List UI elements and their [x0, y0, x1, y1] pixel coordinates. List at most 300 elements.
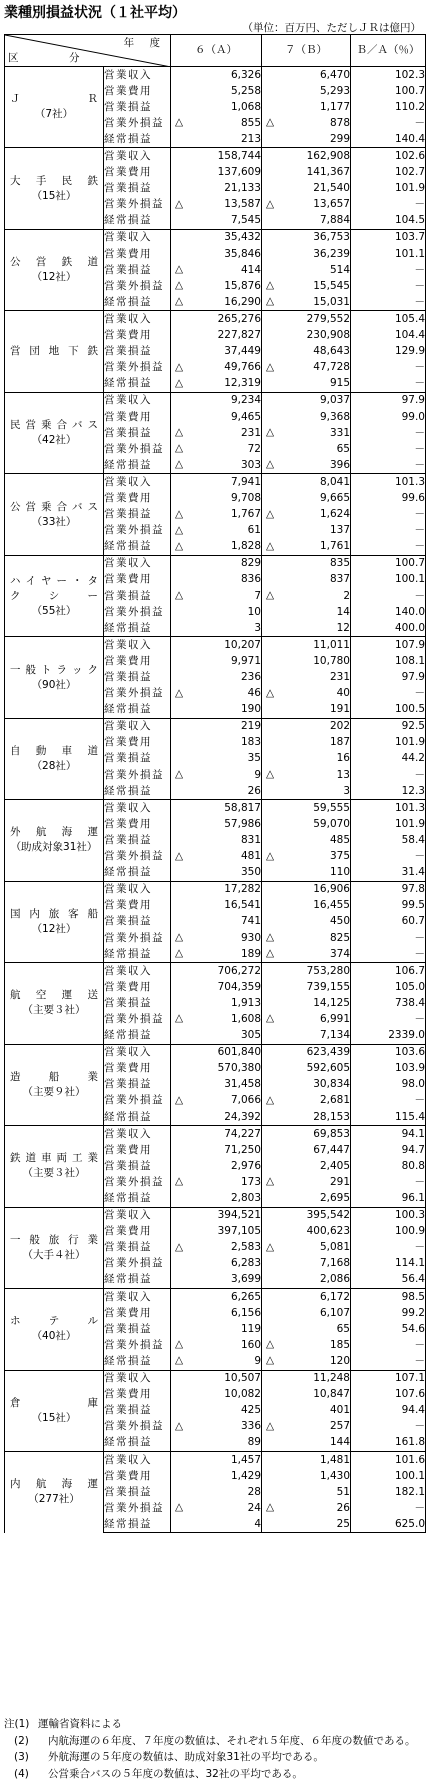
category-cell: [5, 148, 104, 229]
value: 2,681: [319, 1094, 350, 1107]
item-label: 営業費用: [104, 328, 171, 344]
ratio-value: －: [351, 1500, 426, 1516]
category-name: [5, 1477, 103, 1492]
item-label: 経常損益: [104, 1272, 171, 1289]
value: 10: [247, 605, 261, 618]
category-char: ハ: [10, 574, 21, 587]
table-row: [5, 392, 426, 409]
ratio-value: 92.5: [351, 718, 426, 735]
item-label: 営業外損益: [104, 360, 171, 376]
item-label: 営業収入: [104, 1289, 171, 1306]
value-year6: [171, 490, 262, 506]
category-char: ク: [10, 589, 21, 602]
item-label: 営業損益: [104, 99, 171, 115]
ratio-value: －: [351, 425, 426, 441]
item-label: 営業費用: [104, 979, 171, 995]
table-row: [5, 1126, 426, 1143]
category-count: （33社）: [31, 515, 77, 528]
ratio-value: 100.1: [351, 572, 426, 588]
value: 189: [240, 947, 261, 960]
item-label: 営業損益: [104, 181, 171, 197]
category-name: [5, 1314, 103, 1329]
item-label: 経常損益: [104, 539, 171, 556]
value: 1,767: [230, 508, 261, 521]
value-year7: [262, 474, 351, 491]
ratio-value: 107.1: [351, 1370, 426, 1387]
category-char: 手: [35, 174, 47, 187]
value-year6: [171, 213, 262, 230]
ratio-value: 182.1: [351, 1484, 426, 1500]
value: 137: [329, 524, 350, 537]
category-char: 道: [25, 1152, 36, 1165]
value-year6: [171, 946, 262, 963]
category-cell: [5, 800, 104, 881]
value: 47,728: [313, 361, 350, 374]
page-title: 業種別損益状況（１社平均）: [4, 5, 186, 21]
value-year7: [262, 1451, 351, 1468]
negative-mark: △: [175, 768, 184, 781]
ratio-value: －: [351, 1240, 426, 1256]
value-year7: [262, 881, 351, 898]
value-year6: [171, 1419, 262, 1435]
value: 6,107: [319, 1306, 350, 1319]
ratio-value: －: [351, 588, 426, 604]
ratio-value: 31.4: [351, 865, 426, 882]
unit-note: （単位：百万円、ただしＪＲは億円）: [242, 22, 421, 34]
item-label: 営業外損益: [104, 197, 171, 213]
item-label: 経常損益: [104, 1435, 171, 1452]
negative-mark: △: [175, 1240, 184, 1253]
ratio-value: －: [351, 376, 426, 393]
value-year7: [262, 1516, 351, 1533]
value: 65: [336, 442, 350, 455]
value-year7: [262, 702, 351, 719]
item-label: 営業費用: [104, 816, 171, 832]
value: 21,133: [224, 182, 261, 195]
negative-mark: △: [266, 1501, 275, 1514]
value-year6: [171, 767, 262, 783]
item-label: 経常損益: [104, 783, 171, 800]
category-char: ト: [41, 663, 52, 676]
note-label: (4): [14, 1767, 29, 1780]
value: 71,250: [224, 1143, 261, 1156]
value: 623,439: [306, 1046, 350, 1059]
value: 21,540: [313, 182, 350, 195]
item-label: 営業収入: [104, 1207, 171, 1224]
value: 17,282: [224, 883, 261, 896]
item-label: 営業損益: [104, 507, 171, 523]
table-row: [5, 637, 426, 654]
value-year7: [262, 376, 351, 393]
value: 9: [254, 1354, 261, 1367]
value: 397,105: [217, 1225, 261, 1238]
value: 25: [336, 1517, 350, 1530]
ratio-value: 97.9: [351, 392, 426, 409]
category-char: 航: [35, 1478, 47, 1491]
category-name-line2: [5, 589, 103, 604]
category-char: 両: [56, 1152, 67, 1165]
item-label: 営業収入: [104, 555, 171, 572]
value-year6: [171, 539, 262, 556]
value-year6: [171, 165, 262, 181]
value-year6: [171, 1451, 262, 1468]
value-year7: [262, 165, 351, 181]
table-row: [5, 1289, 426, 1306]
item-label: 営業収入: [104, 1451, 171, 1468]
category-char: テ: [48, 1315, 60, 1328]
item-label: 営業損益: [104, 995, 171, 1011]
value: 16,455: [313, 899, 350, 912]
ratio-value: －: [351, 767, 426, 783]
item-label: 営業外損益: [104, 1011, 171, 1027]
table-row: [5, 148, 426, 165]
value-year7: [262, 751, 351, 767]
ratio-value: 101.9: [351, 816, 426, 832]
item-label: 経常損益: [104, 1028, 171, 1045]
ratio-value: 104.4: [351, 328, 426, 344]
value: 141,367: [306, 166, 350, 179]
category-char: シ: [48, 589, 60, 602]
category-char: 業: [87, 1070, 98, 1083]
negative-mark: △: [266, 279, 275, 292]
category-char: 航: [10, 989, 21, 1002]
value-year7: [262, 735, 351, 751]
item-label: 営業収入: [104, 963, 171, 980]
value: 30,834: [313, 1078, 350, 1091]
ratio-value: 100.1: [351, 1468, 426, 1484]
value-year6: [171, 441, 262, 457]
item-label: 営業外損益: [104, 441, 171, 457]
item-label: 営業損益: [104, 344, 171, 360]
category-char: 船: [48, 1070, 60, 1083]
value-year7: [262, 457, 351, 474]
value-year7: [262, 83, 351, 99]
category-count: （40社）: [31, 1330, 77, 1343]
value-year6: [171, 1305, 262, 1321]
value-year6: [171, 1011, 262, 1027]
value-year6: [171, 1256, 262, 1272]
value: 831: [240, 833, 261, 846]
value: 185: [329, 1338, 350, 1351]
value: 1,481: [319, 1453, 350, 1466]
category-count: （主要９社）: [22, 1085, 86, 1098]
category-name: [5, 1233, 103, 1248]
table-row: [5, 474, 426, 491]
value: 137,609: [217, 166, 261, 179]
value: 2: [343, 589, 350, 602]
value-year6: [171, 588, 262, 604]
category-char: 倉: [10, 1396, 21, 1409]
value-year6: [171, 735, 262, 751]
table-row: [5, 1207, 426, 1224]
item-label: 経常損益: [104, 376, 171, 393]
value-year6: [171, 360, 262, 376]
category-char: 大: [10, 174, 21, 187]
category-char: 営: [35, 256, 47, 269]
value: 2,086: [319, 1273, 350, 1286]
negative-mark: △: [175, 279, 184, 292]
value-year7: [262, 718, 351, 735]
category-char: ホ: [10, 1315, 21, 1328]
value-year6: [171, 1207, 262, 1224]
value: 9,665: [319, 491, 350, 504]
category-char: 造: [10, 1070, 21, 1083]
negative-mark: △: [266, 539, 275, 552]
category-char: バ: [72, 500, 83, 513]
value: 36,239: [313, 247, 350, 260]
negative-mark: △: [266, 1175, 275, 1188]
negative-mark: △: [175, 930, 184, 943]
category-cell: [5, 555, 104, 636]
ratio-value: －: [351, 849, 426, 865]
ratio-value: 103.9: [351, 1061, 426, 1077]
value-year7: [262, 1353, 351, 1370]
item-label: 営業外損益: [104, 604, 171, 620]
category-char: 船: [87, 907, 98, 920]
value-year6: [171, 328, 262, 344]
item-label: 経常損益: [104, 457, 171, 474]
item-label: 営業収入: [104, 67, 171, 84]
item-label: 営業収入: [104, 311, 171, 328]
category-char: 営: [10, 345, 21, 358]
category-char: 道: [87, 256, 98, 269]
ratio-value: 101.6: [351, 1451, 426, 1468]
category-char: 鉄: [10, 1152, 21, 1165]
category-char: バ: [72, 419, 83, 432]
value: 336: [240, 1420, 261, 1433]
category-char: 民: [10, 419, 21, 432]
ratio-value: －: [351, 523, 426, 539]
value-year6: [171, 1484, 262, 1500]
value: 10,507: [224, 1372, 261, 1385]
value: 183: [240, 736, 261, 749]
item-label: 経常損益: [104, 294, 171, 311]
value-year7: [262, 620, 351, 637]
ratio-value: －: [351, 197, 426, 213]
value: 7,168: [319, 1257, 350, 1270]
value-year7: [262, 213, 351, 230]
value: 16: [336, 752, 350, 765]
value-year7: [262, 995, 351, 1011]
value-year6: [171, 702, 262, 719]
value: 15,876: [224, 279, 261, 292]
value: 2,405: [319, 1159, 350, 1172]
category-char: 動: [35, 744, 47, 757]
negative-mark: △: [266, 849, 275, 862]
value: 6,470: [319, 68, 350, 81]
value: 3,699: [230, 1273, 261, 1286]
negative-mark: △: [175, 947, 184, 960]
category-char: 団: [29, 345, 40, 358]
value: 230,908: [306, 329, 350, 342]
ratio-value: 102.6: [351, 148, 426, 165]
item-label: 営業損益: [104, 1321, 171, 1337]
value: 1,430: [319, 1469, 350, 1482]
category-count: （15社）: [31, 189, 77, 202]
item-label: 営業費用: [104, 1468, 171, 1484]
category-char: 運: [87, 1478, 98, 1491]
item-label: 営業外損益: [104, 686, 171, 702]
value-year7: [262, 767, 351, 783]
value: 7,941: [230, 475, 261, 488]
category-char: 国: [10, 907, 21, 920]
ratio-value: 100.7: [351, 83, 426, 99]
value: 835: [329, 557, 350, 570]
item-label: 営業費用: [104, 735, 171, 751]
category-name: [5, 174, 103, 189]
ratio-value: 94.7: [351, 1142, 426, 1158]
value: 3: [254, 621, 261, 634]
value: 227,827: [217, 329, 261, 342]
item-label: 経常損益: [104, 1353, 171, 1370]
item-label: 経常損益: [104, 946, 171, 963]
category-char: 業: [87, 1233, 98, 1246]
value-year6: [171, 865, 262, 882]
category-char: ス: [87, 500, 98, 513]
value: 10,207: [224, 638, 261, 651]
value-year6: [171, 1224, 262, 1240]
profit-loss-table: [4, 34, 426, 1533]
category-char: 庫: [87, 1396, 98, 1409]
category-char: 地: [48, 345, 60, 358]
ratio-value: 58.4: [351, 832, 426, 848]
ratio-value: 115.4: [351, 1109, 426, 1126]
value-year6: [171, 1061, 262, 1077]
item-label: 営業費用: [104, 165, 171, 181]
value: 24,392: [224, 1110, 261, 1123]
value: 35: [247, 752, 261, 765]
value-year7: [262, 1272, 351, 1289]
ratio-value: 107.9: [351, 637, 426, 654]
value-year6: [171, 181, 262, 197]
negative-mark: △: [266, 1240, 275, 1253]
value: 236: [240, 671, 261, 684]
item-label: 営業収入: [104, 1044, 171, 1061]
value: 1,828: [230, 540, 261, 553]
value-year6: [171, 67, 262, 84]
value-year6: [171, 148, 262, 165]
value-year7: [262, 294, 351, 311]
value: 6,172: [319, 1290, 350, 1303]
category-cell: [5, 67, 104, 148]
value: 291: [329, 1175, 350, 1188]
ratio-value: －: [351, 115, 426, 131]
value: 10,082: [224, 1388, 261, 1401]
category-cell: [5, 963, 104, 1044]
value-year6: [171, 1240, 262, 1256]
value-year7: [262, 1419, 351, 1435]
value-year6: [171, 832, 262, 848]
value-year7: [262, 197, 351, 213]
value-year7: [262, 278, 351, 294]
ratio-value: 99.0: [351, 409, 426, 425]
value-year6: [171, 1272, 262, 1289]
item-label: 営業収入: [104, 1370, 171, 1387]
value-year7: [262, 328, 351, 344]
category-name: [5, 825, 103, 840]
ratio-value: 108.1: [351, 653, 426, 669]
negative-mark: △: [175, 686, 184, 699]
category-name: [5, 418, 103, 433]
category-cell: [5, 1044, 104, 1125]
ratio-value: 140.0: [351, 604, 426, 620]
value-year6: [171, 131, 262, 148]
item-label: 営業収入: [104, 392, 171, 409]
item-label: 営業損益: [104, 1158, 171, 1174]
ratio-value: 94.4: [351, 1403, 426, 1419]
value-year6: [171, 979, 262, 995]
value-year6: [171, 229, 262, 246]
value-year6: [171, 1353, 262, 1370]
value-year7: [262, 1093, 351, 1109]
category-char: 乗: [41, 419, 52, 432]
ratio-value: －: [351, 294, 426, 311]
value-year6: [171, 800, 262, 817]
value-year7: [262, 1500, 351, 1516]
value-year7: [262, 669, 351, 685]
negative-mark: △: [266, 1354, 275, 1367]
value: 6,991: [319, 1012, 350, 1025]
ratio-value: －: [351, 360, 426, 376]
negative-mark: △: [266, 1419, 275, 1432]
value: 825: [329, 931, 350, 944]
category-name: [5, 1396, 103, 1411]
value-year7: [262, 1158, 351, 1174]
value-year6: [171, 392, 262, 409]
category-char: 一: [10, 663, 21, 676]
negative-mark: △: [266, 426, 275, 439]
value-year7: [262, 555, 351, 572]
value: 173: [240, 1175, 261, 1188]
negative-mark: △: [175, 589, 184, 601]
table-row: [5, 718, 426, 735]
value-year7: [262, 1142, 351, 1158]
category-count: （7社）: [34, 108, 74, 121]
value: 400,623: [306, 1225, 350, 1238]
value-year6: [171, 816, 262, 832]
negative-mark: △: [266, 458, 275, 471]
table-row: [5, 229, 426, 246]
value-year6: [171, 1370, 262, 1387]
value: 1,913: [230, 996, 261, 1009]
value: 51: [336, 1485, 350, 1498]
category-char: 鉄: [61, 256, 73, 269]
value-year7: [262, 392, 351, 409]
category-count: （90社）: [31, 678, 77, 691]
value-year6: [171, 425, 262, 441]
item-label: 営業収入: [104, 881, 171, 898]
value-year7: [262, 1109, 351, 1126]
category-char: 航: [35, 826, 47, 839]
value-year6: [171, 1044, 262, 1061]
item-label: 営業費用: [104, 898, 171, 914]
category-char: 業: [87, 1152, 98, 1165]
table-row: [5, 881, 426, 898]
value: 9,037: [319, 394, 350, 407]
value-year6: [171, 474, 262, 491]
value: 15,545: [313, 279, 350, 292]
table-row: [5, 1370, 426, 1387]
value-year7: [262, 1305, 351, 1321]
negative-mark: △: [175, 458, 184, 471]
value-year7: [262, 653, 351, 669]
category-char: 行: [68, 1233, 79, 1246]
note-line: [4, 1733, 424, 1750]
category-count: （12社）: [31, 271, 77, 284]
value-year6: [171, 898, 262, 914]
ratio-value: 102.7: [351, 165, 426, 181]
value-year7: [262, 783, 351, 800]
